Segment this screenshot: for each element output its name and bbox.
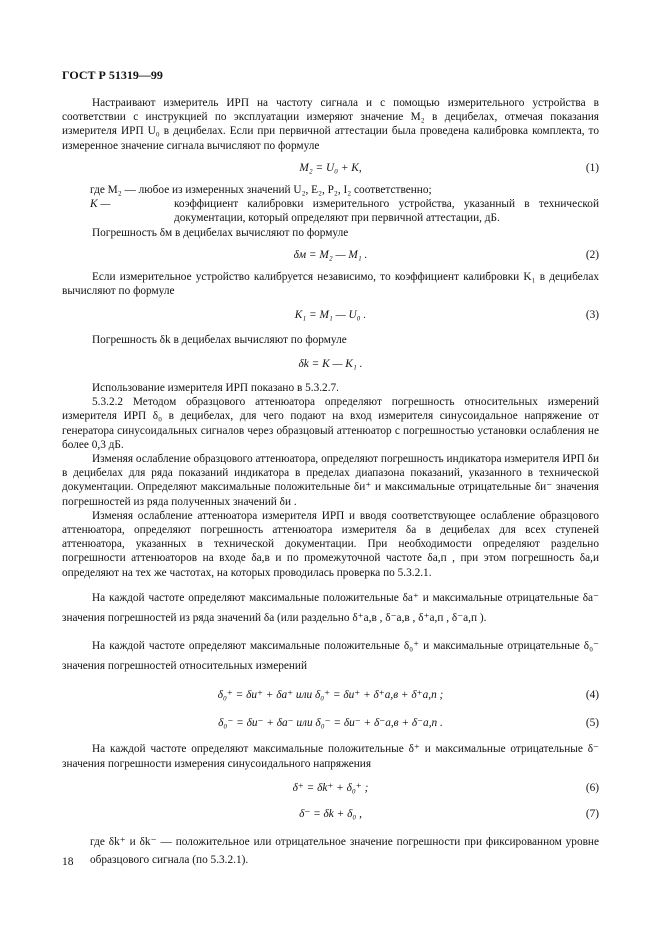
formula-4 <box>62 357 599 371</box>
paragraph-5-3-2-2: 5.3.2.2 Методом образцового аттенюатора определяют погрешность относительных измерений измерителя ИРП δ₀ в децибелах, для чего подают на вход измерителя синусоидальное напряжение от генератора синусоидальных сигналов через образцовый аттенюатор с погрешностью установки ослабления не более 0,3 дБ. <box>62 396 599 451</box>
paragraph-sine-error: На каждой частоте определяют максимальные положительные δ⁺ и максимальные отрицательные δ⁻ значения погрешности измерения синусоидального напряжения <box>62 743 599 770</box>
formula-7-text: δ⁺ = δk⁺ + δ₀⁺ ; <box>292 781 369 794</box>
formula-8-text: δ⁻ = δk + δ₀ , <box>299 807 362 820</box>
formula-4-text: δk = K — K₁ . <box>298 357 363 370</box>
formula-2 <box>62 248 599 262</box>
paragraph-usage: Использование измерителя ИРП показано в 5.3.2.7. <box>92 382 339 395</box>
formula-1-number: (1) <box>585 161 599 174</box>
where-m2: где M₂ — любое из измеренных значений U₂, E₂, P₂, I₂ соответственно; <box>90 184 432 197</box>
paragraph-error-dk: Погрешность δk в децибелах вычисляют по формуле <box>92 333 347 346</box>
paragraph-calibration: Если измерительное устройство калибруется независимо, то коэффициент калибровки K₁ в децибелах вычисляют по формуле <box>62 271 599 298</box>
paragraph-max-attenuator: На каждой частоте определяют максимальные положительные δа⁺ и максимальные отрицательные δа⁻ значения погрешностей из ряда значений δа (или раздельно δ⁺а,в , δ⁻а,в , δ⁺а,п , δ⁻а,п ). <box>62 591 599 624</box>
formula-3-text: K₁ = M₁ — U₀ . <box>294 309 367 322</box>
formula-3-number: (3) <box>585 309 599 322</box>
formula-6-number: (5) <box>585 717 599 730</box>
formula-3 <box>62 308 599 322</box>
formula-1-text: M₂ = U₀ + K, <box>299 161 362 174</box>
formula-7-number: (6) <box>585 781 599 794</box>
document-body <box>62 96 599 869</box>
formula-1 <box>62 161 599 175</box>
document-header: ГОСТ Р 51319—99 <box>62 68 163 82</box>
paragraph-indicator-error: Изменяя ослабление образцового аттенюатора, определяют погрешность индикатора измерителя ИРП δи в децибелах для ряда показаний индикатора в пределах диапазона показаний, указанного в технической документации. Определяют максимальные положительные δи⁺ и максимальные отрицательные δи⁻ значения погрешностей из ряда полученных значений δи . <box>62 453 599 508</box>
paragraph-relative-error: На каждой частоте определяют максимальные положительные δ₀⁺ и максимальные отрицательные δ₀⁻ значения погрешностей относительных измерений <box>62 639 599 672</box>
formula-2-number: (2) <box>585 248 599 261</box>
page-number: 18 <box>62 856 74 868</box>
formula-5-number: (4) <box>585 688 599 701</box>
paragraph-attenuator-error: Изменяя ослабление аттенюатора измерителя ИРП и вводя соответствующее ослабление образцового аттенюатора, определяют погрешность аттенюатора измерителя δа в децибелах для всех ступеней аттенюатора, указанных в технической документации. При необходимости определяют раздельно погрешности аттенюаторов на входе δа,в и по промежуточной частоте δа,п , при этом погрешность δа,и определяют на тех же частотах, на которых проводилась проверка по 5.3.2.1. <box>62 509 599 579</box>
formula-8 <box>62 807 599 821</box>
paragraph-error-dm: Погрешность δм в децибелах вычисляют по формуле <box>92 226 349 239</box>
where-dk: где δk⁺ и δk⁻ — положительное или отрицательное значение погрешности при фиксированном уровне образцового сигнала (по 5.3.2.1). <box>90 836 599 867</box>
where-k-term: K — <box>90 198 111 211</box>
formula-6 <box>62 716 599 730</box>
formula-5 <box>62 688 599 702</box>
formula-5-text: δ₀⁺ = δи⁺ + δа⁺ или δ₀⁺ = δи⁺ + δ⁺а,в + δ⁺а,п ; <box>217 688 444 701</box>
formula-8-number: (7) <box>585 807 599 820</box>
formula-2-text: δм = M₂ — M₁ . <box>293 248 368 261</box>
where-k-text: коэффициент калибровки измерительного устройства, указанный в технической документации, который определяют при первичной аттестации, дБ. <box>174 198 599 225</box>
formula-6-text: δ₀⁻ = δи⁻ + δа⁻ или δ₀⁻ = δи⁻ + δ⁻а,в + δ⁻а,п . <box>218 717 443 730</box>
formula-7 <box>62 781 599 795</box>
where-k <box>62 197 599 225</box>
paragraph-setup: Настраивают измеритель ИРП на частоту сигнала и с помощью измерительного устройства в соответствии с инструкцией по эксплуатации измеряют значение M₂ в децибелах, отмечая показания измерителя ИРП U₀ в децибелах. Если при первичной аттестации была проведена калибровка комплекта, то измеренное значение сигнала вычисляют по формуле <box>62 97 599 152</box>
